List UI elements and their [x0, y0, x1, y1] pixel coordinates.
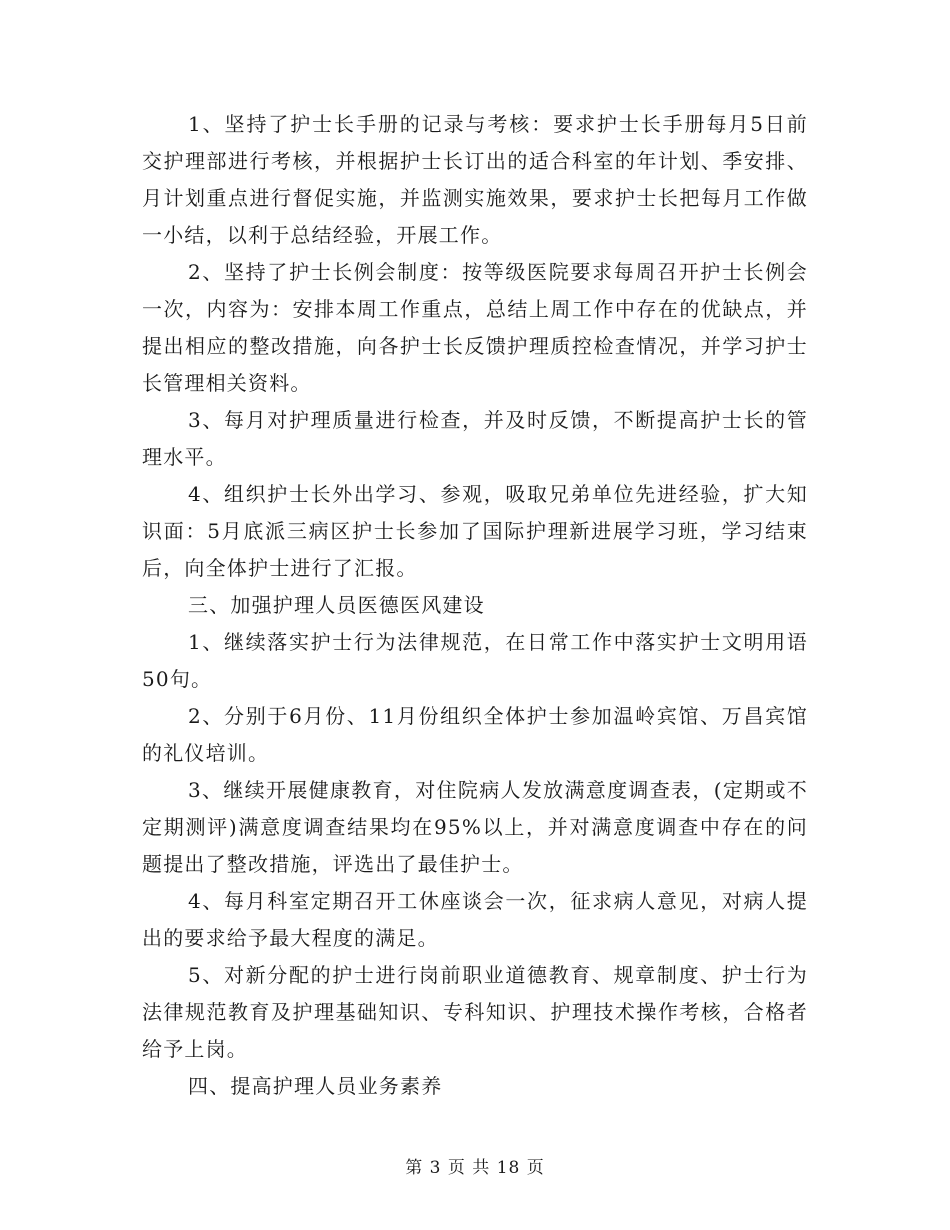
paragraph-health-education: 3、继续开展健康教育，对住院病人发放满意度调查表，(定期或不定期测评)满意度调查结果均在95%以上，并对满意度调查中存在的问题提出了整改措施，评选出了最佳护士。 [142, 778, 808, 876]
paragraph-external-study: 4、组织护士长外出学习、参观，吸取兄弟单位先进经验，扩大知识面：5月底派三病区护士长参加了国际护理新进展学习班，学习结束后，向全体护士进行了汇报。 [142, 482, 808, 580]
paragraph-etiquette-training: 2、分别于6月份、11月份组织全体护士参加温岭宾馆、万昌宾馆的礼仪培训。 [142, 704, 808, 765]
section-heading-professional-quality: 四、提高护理人员业务素养 [188, 1074, 443, 1098]
paragraph-head-nurse-handbook: 1、坚持了护士长手册的记录与考核：要求护士长手册每月5日前交护理部进行考核，并根据护士长订出的适合科室的年计划、季安排、月计划重点进行督促实施，并监测实施效果，要求护士长把每月工作做一小结，以利于总结经验，开展工作。 [142, 112, 808, 247]
paragraph-patient-forum: 4、每月科室定期召开工休座谈会一次，征求病人意见，对病人提出的要求给予最大程度的满足。 [142, 889, 808, 950]
paragraph-head-nurse-meeting: 2、坚持了护士长例会制度：按等级医院要求每周召开护士长例会一次，内容为：安排本周工作重点，总结上周工作中存在的优缺点，并提出相应的整改措施，向各护士长反馈护理质控检查情况，并学习护士长管理相关资料。 [142, 260, 808, 395]
section-heading-ethics: 三、加强护理人员医德医风建设 [188, 593, 485, 617]
paragraph-quality-check: 3、每月对护理质量进行检查，并及时反馈，不断提高护士长的管理水平。 [142, 408, 808, 469]
document-body [142, 106, 808, 1105]
paragraph-new-nurse-training: 5、对新分配的护士进行岗前职业道德教育、规章制度、护士行为法律规范教育及护理基础知识、专科知识、护理技术操作考核，合格者给予上岗。 [142, 963, 808, 1061]
paragraph-behavior-norms: 1、继续落实护士行为法律规范，在日常工作中落实护士文明用语50句。 [142, 630, 808, 691]
page-number-footer: 第 3 页 共 18 页 [405, 1158, 545, 1178]
